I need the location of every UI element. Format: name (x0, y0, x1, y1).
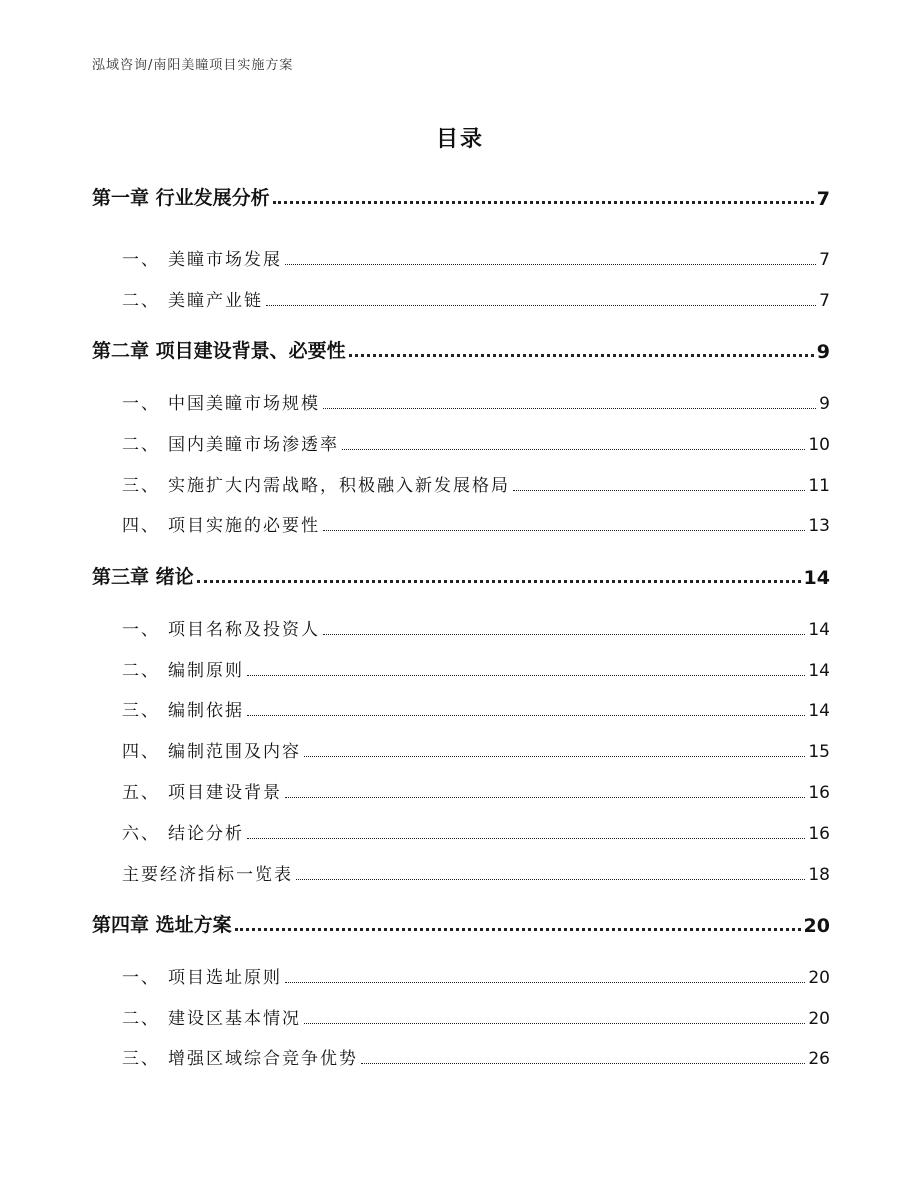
toc-page-number: 9 (819, 394, 830, 414)
toc-page-number: 7 (819, 250, 830, 270)
toc-page-number: 16 (808, 824, 830, 844)
toc-entry-label: 主要经济指标一览表 (122, 865, 293, 885)
toc-entry-label: 项目选址原则 (168, 968, 282, 988)
toc-entry-label: 第三章 绪论 (92, 566, 194, 588)
toc-entry-number: 二、 (122, 661, 160, 681)
toc-entry-label: 建设区基本情况 (168, 1009, 301, 1029)
toc-entry-label: 编制范围及内容 (168, 742, 301, 762)
toc-page-number: 7 (819, 291, 830, 311)
dot-leader (285, 982, 805, 983)
toc-entry-label: 编制原则 (168, 661, 244, 681)
toc-page-number: 14 (803, 567, 830, 589)
toc-section-entry[interactable] (92, 286, 830, 311)
toc-page-number: 20 (803, 915, 830, 937)
toc-entry-label: 结论分析 (168, 824, 244, 844)
toc-page-number: 9 (816, 341, 830, 363)
toc-chapter-entry[interactable] (92, 562, 830, 589)
toc-page-number: 14 (808, 620, 830, 640)
toc-title: 目录 (435, 127, 484, 152)
toc-entry-label: 项目名称及投资人 (168, 620, 320, 640)
dot-leader (342, 449, 805, 450)
dot-leader (285, 264, 816, 265)
toc-page-number: 16 (808, 783, 830, 803)
toc-chapter-entry[interactable] (92, 910, 830, 937)
toc-chapter-entry[interactable] (92, 336, 830, 363)
dot-leader (323, 408, 816, 409)
dot-leader (285, 797, 805, 798)
toc-entry-number: 二、 (122, 1009, 160, 1029)
toc-page-number: 7 (816, 188, 830, 210)
toc-entry-label: 中国美瞳市场规模 (168, 394, 320, 414)
toc-section-entry[interactable] (92, 1044, 830, 1069)
dot-leader (197, 580, 801, 583)
dot-leader (349, 354, 814, 357)
toc-entry-label: 美瞳产业链 (168, 291, 263, 311)
dot-leader (273, 201, 814, 204)
toc-section-entry[interactable] (92, 778, 830, 803)
toc-entry-number: 二、 (122, 291, 160, 311)
toc-entry-label: 项目实施的必要性 (168, 516, 320, 536)
toc-section-entry[interactable] (92, 615, 830, 640)
toc-section-entry[interactable] (92, 389, 830, 414)
toc-entry-number: 一、 (122, 968, 160, 988)
toc-page-number: 26 (808, 1049, 830, 1069)
dot-leader (266, 305, 816, 306)
toc-page-number: 14 (808, 701, 830, 721)
toc-page-number: 14 (808, 661, 830, 681)
toc-section-entry[interactable] (92, 819, 830, 844)
toc-entry-number: 六、 (122, 824, 160, 844)
toc-entry-number: 二、 (122, 435, 160, 455)
toc-entry-label: 编制依据 (168, 701, 244, 721)
toc-entry-label: 增强区域综合竞争优势 (168, 1049, 358, 1069)
toc-entry-number: 三、 (122, 476, 160, 496)
dot-leader (247, 675, 805, 676)
dot-leader (513, 490, 805, 491)
toc-section-entry[interactable] (92, 860, 830, 885)
toc-entry-label: 第四章 选址方案 (92, 914, 232, 936)
toc-entry-number: 四、 (122, 516, 160, 536)
dot-leader (323, 530, 805, 531)
toc-page-number: 15 (808, 742, 830, 762)
dot-leader (296, 879, 805, 880)
toc-section-entry[interactable] (92, 511, 830, 536)
toc-page-number: 11 (808, 476, 830, 496)
toc-page-number: 20 (808, 968, 830, 988)
toc-section-entry[interactable] (92, 963, 830, 988)
toc-entry-number: 一、 (122, 394, 160, 414)
toc-entry-label: 美瞳市场发展 (168, 250, 282, 270)
toc-entry-number: 三、 (122, 1049, 160, 1069)
toc-entry-number: 五、 (122, 783, 160, 803)
toc-entry-label: 第二章 项目建设背景、必要性 (92, 340, 346, 362)
dot-leader (304, 1023, 805, 1024)
toc-page-number: 18 (808, 865, 830, 885)
toc-section-entry[interactable] (92, 737, 830, 762)
toc-entry-number: 一、 (122, 620, 160, 640)
toc-page-number: 20 (808, 1009, 830, 1029)
toc-entry-number: 一、 (122, 250, 160, 270)
toc-page-number: 10 (808, 435, 830, 455)
toc-entry-number: 四、 (122, 742, 160, 762)
toc-section-entry[interactable] (92, 656, 830, 681)
toc-entry-number: 三、 (122, 701, 160, 721)
dot-leader (323, 634, 805, 635)
dot-leader (247, 715, 805, 716)
toc-section-entry[interactable] (92, 430, 830, 455)
toc-entry-label: 项目建设背景 (168, 783, 282, 803)
toc-entry-label: 实施扩大内需战略，积极融入新发展格局 (168, 476, 510, 496)
toc-entry-label: 第一章 行业发展分析 (92, 187, 270, 209)
toc-section-entry[interactable] (92, 245, 830, 270)
dot-leader (361, 1063, 805, 1064)
toc-chapter-entry[interactable] (92, 183, 830, 210)
dot-leader (304, 756, 805, 757)
running-header: 泓域咨询/南阳美瞳项目实施方案 (92, 58, 294, 73)
toc-page-number: 13 (808, 516, 830, 536)
toc-section-entry[interactable] (92, 471, 830, 496)
toc-section-entry[interactable] (92, 696, 830, 721)
toc-entry-label: 国内美瞳市场渗透率 (168, 435, 339, 455)
dot-leader (235, 928, 801, 931)
dot-leader (247, 838, 805, 839)
toc-section-entry[interactable] (92, 1004, 830, 1029)
